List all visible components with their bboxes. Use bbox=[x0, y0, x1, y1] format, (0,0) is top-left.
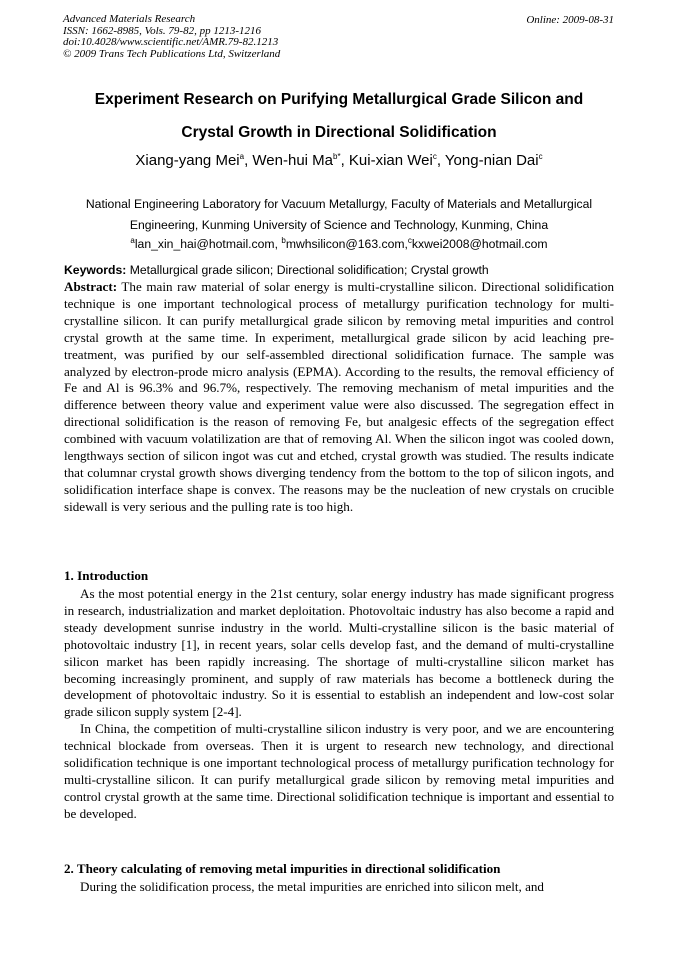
author-sup: b* bbox=[333, 152, 341, 161]
affiliation-line: National Engineering Laboratory for Vacuum Metallurgy, Faculty of Materials and Metallurgical bbox=[85, 197, 593, 211]
doi: doi:10.4028/www.scientific.net/AMR.79-82.1213 bbox=[63, 36, 279, 48]
abstract-label: Abstract: bbox=[64, 279, 118, 294]
issn: ISSN: 1662-8985, Vols. 79-82, pp 1213-1216 bbox=[63, 24, 261, 37]
author-sup: c bbox=[538, 152, 543, 161]
paragraph: In China, the competition of multi-crystalline silicon industry is very poor, and we are encountering technical blockade from overseas. Then it is urgent to research new technology, and directional solidification technique is one important technological process of metallurgy purification technology for multi-crystalline silicon. It can purify metallurgical grade silicon by removing metal impurities and control crystal growth at the same time. Directional solidification technique is important and essential to be developed. bbox=[64, 721, 614, 821]
keywords-text: Metallurgical grade silicon; Directional solidification; Crystal growth bbox=[126, 263, 489, 277]
section-heading: 1. Introduction bbox=[64, 568, 149, 583]
author-sup: c bbox=[432, 152, 437, 161]
author: Xiang-yang Mei bbox=[135, 152, 240, 169]
online-date: Online: 2009-08-31 bbox=[526, 14, 614, 26]
email: lan_xin_hai@hotmail.com, bbox=[134, 237, 282, 252]
journal-header bbox=[63, 14, 280, 60]
journal-name: Advanced Materials Research bbox=[63, 13, 196, 25]
copyright: © 2009 Trans Tech Publications Ltd, Switzerland bbox=[63, 47, 281, 60]
abstract-text: The main raw material of solar energy is multi-crystalline silicon. Directional solidification technique is one important technological process of metallurgy purification technology for multi-crystalline silicon. It can purify metallurgical grade silicon by removing metal impurities and control crystal growth at the same time. In experiment, metallurgical grade silicon by acid leaching pre-treatment, was purified by our self-assembled directional solidification furnace. The sample was analyzed by electron-prode micro analysis (EPMA). According to the results, the removal efficiency of Fe and Al is 96.3% and 96.7%, respectively. The removing mechanism of metal impurities and the difference between theory value and experiment value were also discussed. The segregation effect in directional solidification is the reason of removing Fe, but analgesic effects of the segregation effect combined with vacuum volatilization are that of removing Al. When the silicon ingot was cooled down, lengthways section of silicon ingot was cut and etched, crystal growth was studied. The results indicate that columnar crystal growth shows diverging tendency from the bottom to the top of silicon ingots, and solidification interface shape is convex. The reasons may be the nucleation of new crystals on crucible sidewall is very serious and the pulling rate is too high. bbox=[64, 279, 614, 514]
title-line-2: Crystal Growth in Directional Solidification bbox=[181, 124, 497, 141]
abstract bbox=[64, 279, 614, 516]
author-sup: a bbox=[239, 152, 245, 161]
title-line-1: Experiment Research on Purifying Metallurgical Grade Silicon and bbox=[94, 91, 584, 108]
email: kxwei2008@hotmail.com bbox=[411, 237, 548, 252]
author: Kui-xian Wei bbox=[348, 152, 433, 169]
affiliation bbox=[60, 194, 618, 236]
email: mwhsilicon@163.com, bbox=[285, 237, 408, 252]
section-body bbox=[64, 879, 614, 896]
keywords-label: Keywords: bbox=[64, 263, 127, 277]
author: Wen-hui Ma bbox=[252, 152, 334, 169]
section-body bbox=[64, 586, 614, 823]
affiliation-line: Engineering, Kunming University of Science and Technology, Kunming, China bbox=[129, 218, 549, 232]
paragraph: As the most potential energy in the 21st century, solar energy industry has made significant progress in research, industrialization and market deploitation. Photovoltaic industry has also become a rapid and steady development sunrise industry in the world. Multi-crystalline silicon is the basic material of photovoltaic industry [1], in recent years, solar cells develop fast, and the demand of multi-crystalline silicon market has been rapidly increasing. The shortage of multi-crystalline silicon market has becoming increasingly prominent, and supply of raw materials has become a bottleneck during the development of photovoltaic industry. So it is essential to establish an independent and low-cost solar grade silicon supply system [2-4]. bbox=[64, 586, 614, 720]
authors: Xiang-yang Mei$^a$, Wen-hui $Ma^{b*}$, Kui-xian Wei$^c$, Yong-nian Dai$^c$ bbox=[135, 152, 543, 169]
section-heading: 2. Theory calculating of removing metal impurities in directional solidification bbox=[64, 861, 501, 876]
keywords bbox=[64, 263, 489, 277]
paragraph: During the solidification process, the metal impurities are enriched into silicon melt, and bbox=[80, 879, 544, 894]
author: Yong-nian Dai bbox=[444, 152, 539, 169]
email-sup: b bbox=[281, 236, 286, 245]
email-sup: a bbox=[130, 236, 135, 245]
email-sup: c bbox=[407, 236, 412, 245]
emails bbox=[40, 236, 638, 251]
